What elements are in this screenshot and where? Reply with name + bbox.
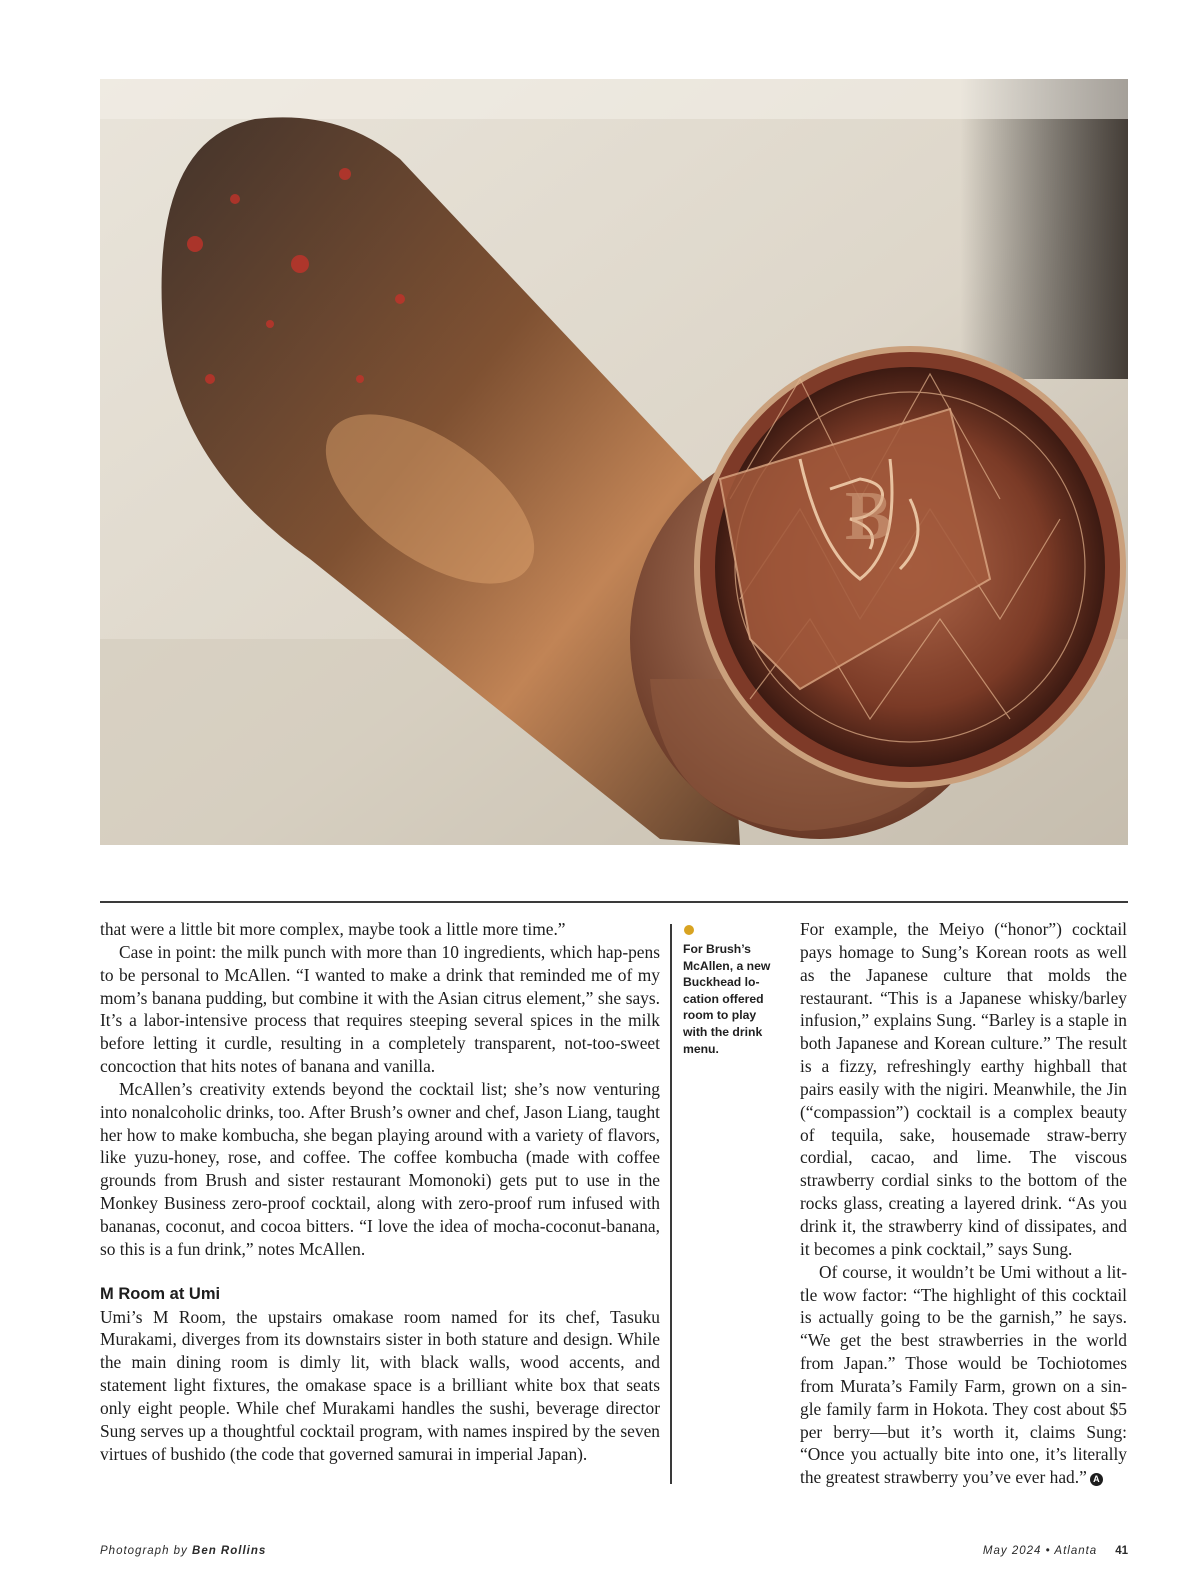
cocktail-photo	[100, 79, 1128, 845]
paragraph: McAllen’s creativity extends beyond the cocktail list; she’s now venturing into nonalcoholic drinks, too. After Brush’s owner and chef, Jason Liang, taught her how to make kombucha, she began playing around with a variety of flavors, like yuzu-honey, rose, and coffee. The coffee kombucha (made with coffee grounds from Brush and sister restaurant Momonoki) gets put to use in the Monkey Business zero-proof cocktail, along with zero-proof rum infused with bananas, coconut, and cocoa bitters. “I love the idea of mocha-coconut-banana, so this is a fun drink,” notes McAllen.	[100, 1078, 660, 1259]
credit-prefix: Photograph by	[100, 1545, 193, 1557]
caption-text: For Brush’s McAllen, a new Buckhead lo-cation offered room to play with the drink menu.	[683, 942, 771, 1056]
section-divider	[100, 901, 1128, 903]
folio	[983, 1545, 1128, 1557]
paragraph: Umi’s M Room, the upstairs omakase room named for its chef, Tasuku Murakami, diverges from its downstairs sister in both stature and design. While the main dining room is dimly lit, with black walls, wood accents, and statement light fixtures, the omakase space is a brilliant white box that seats only eight people. While chef Murakami handles the sushi, beverage director Sung serves up a thoughtful cocktail program, with names inspired by the seven virtues of bushido (the code that governed samurai in imperial Japan).	[100, 1306, 660, 1464]
photographer-name: Ben Rollins	[192, 1545, 267, 1557]
paragraph: Case in point: the milk punch with more than 10 ingredients, which hap-pens to be personal to McAllen. “I wanted to make a drink that reminded me of my mom’s banana pudding, but combine it with the Asian citrus element,” she says. It’s a labor-intensive process that requires steeping several spices in the milk before letting it curdle, resulting in a completely transparent, not-too-sweet concoction that hits notes of banana and vanilla.	[100, 941, 660, 1077]
article-left-column	[100, 918, 660, 1465]
column-divider	[670, 924, 672, 1484]
paragraph: For example, the Meiyo (“honor”) cocktail pays homage to Sung’s Korean roots as well as the Japanese culture that molds the restaurant. “This is a Japanese whisky/barley infusion,” explains Sung. “Barley is a staple in both Japanese and Korean culture.” The result is a fizzy, refreshingly earthy highball that pairs easily with the nigiri. Meanwhile, the Jin (“compassion”) cocktail is a complex beauty of tequila, sake, housemade straw-berry cordial, cacao, and lime. The viscous strawberry cordial sinks to the bottom of the rocks glass, creating a layered drink. “As you drink it, the strawberry kind of dissipates, and it becomes a pink cocktail,” says Sung.	[800, 919, 1127, 1259]
svg-text:B: B	[845, 478, 892, 555]
photo-credit	[100, 1545, 266, 1557]
article-right-column	[800, 918, 1127, 1489]
paragraph: that were a little bit more complex, maybe took a little more time.”	[100, 919, 566, 939]
section-subhead: M Room at Umi	[100, 1284, 221, 1303]
issue-label: May 2024 • Atlanta	[982, 1545, 1098, 1557]
caption-bullet-icon	[684, 925, 694, 935]
end-mark-icon: A	[1090, 1473, 1103, 1486]
photo-caption	[683, 922, 783, 1057]
paragraph	[800, 1261, 1127, 1489]
paragraph-text: Of course, it wouldn’t be Umi without a lit-tle wow factor: “The highlight of this cocktail is actually going to be the garnish,” he says. “We get the best strawberries in the world from Japan.” Those would be Tochiotomes from Murata’s Family Farm, grown on a sin-gle family farm in Hokota. They cost about $5 per berry—but it’s worth it, claims Sung: “Once you actually bite into one, it’s literally the greatest strawberry you’ve ever had.”	[800, 1261, 1127, 1488]
page-number: 41	[1115, 1545, 1128, 1557]
